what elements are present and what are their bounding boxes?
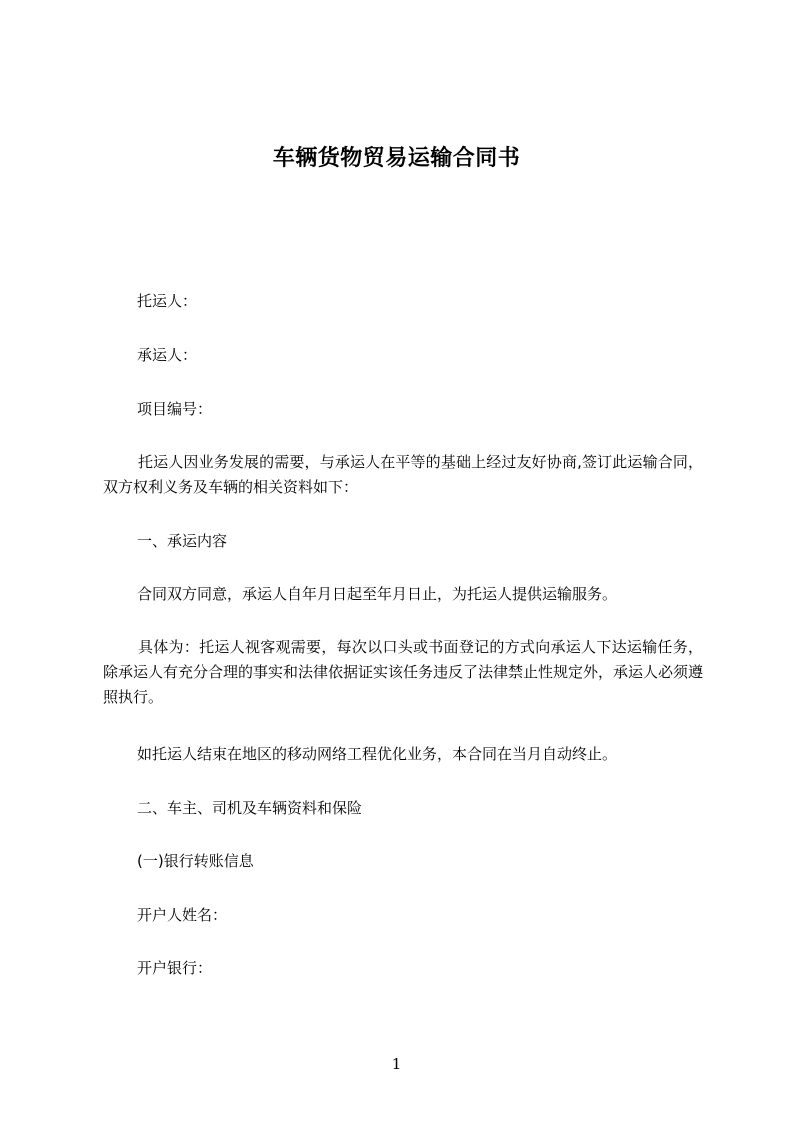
carrier-field: 承运人： xyxy=(137,346,198,364)
document-title: 车辆货物贸易运输合同书 xyxy=(272,146,521,171)
account-name-field: 开户人姓名： xyxy=(137,906,228,924)
consignor-field: 托运人： xyxy=(137,292,198,310)
section-1-paragraph-1: 合同双方同意，承运人自年月日起至年月日止，为托运人提供运输服务。 xyxy=(137,585,618,603)
intro-paragraph: 托运人因业务发展的需要，与承运人在平等的基础上经过友好协商,签订此运输合同，双方权利义务及车辆的相关资料如下： xyxy=(103,453,703,496)
subsection-bank-transfer-heading: (一)银行转账信息 xyxy=(137,852,254,870)
section-2-heading: 二、车主、司机及车辆资料和保险 xyxy=(137,799,363,817)
project-number-field: 项目编号： xyxy=(137,400,213,418)
section-1-paragraph-2: 具体为：托运人视客观需要，每次以口头或书面登记的方式向承运人下达运输任务，除承运人有充分合理的事实和法律依据证实该任务违反了法律禁止性规定外，承运人必须遵照执行。 xyxy=(103,638,704,706)
section-1-heading: 一、承运内容 xyxy=(137,532,228,550)
page-number: 1 xyxy=(391,1055,402,1073)
section-1-paragraph-3: 如托运人结束在地区的移动网络工程优化业务，本合同在当月自动终止。 xyxy=(137,745,618,763)
bank-field: 开户银行： xyxy=(137,959,213,977)
